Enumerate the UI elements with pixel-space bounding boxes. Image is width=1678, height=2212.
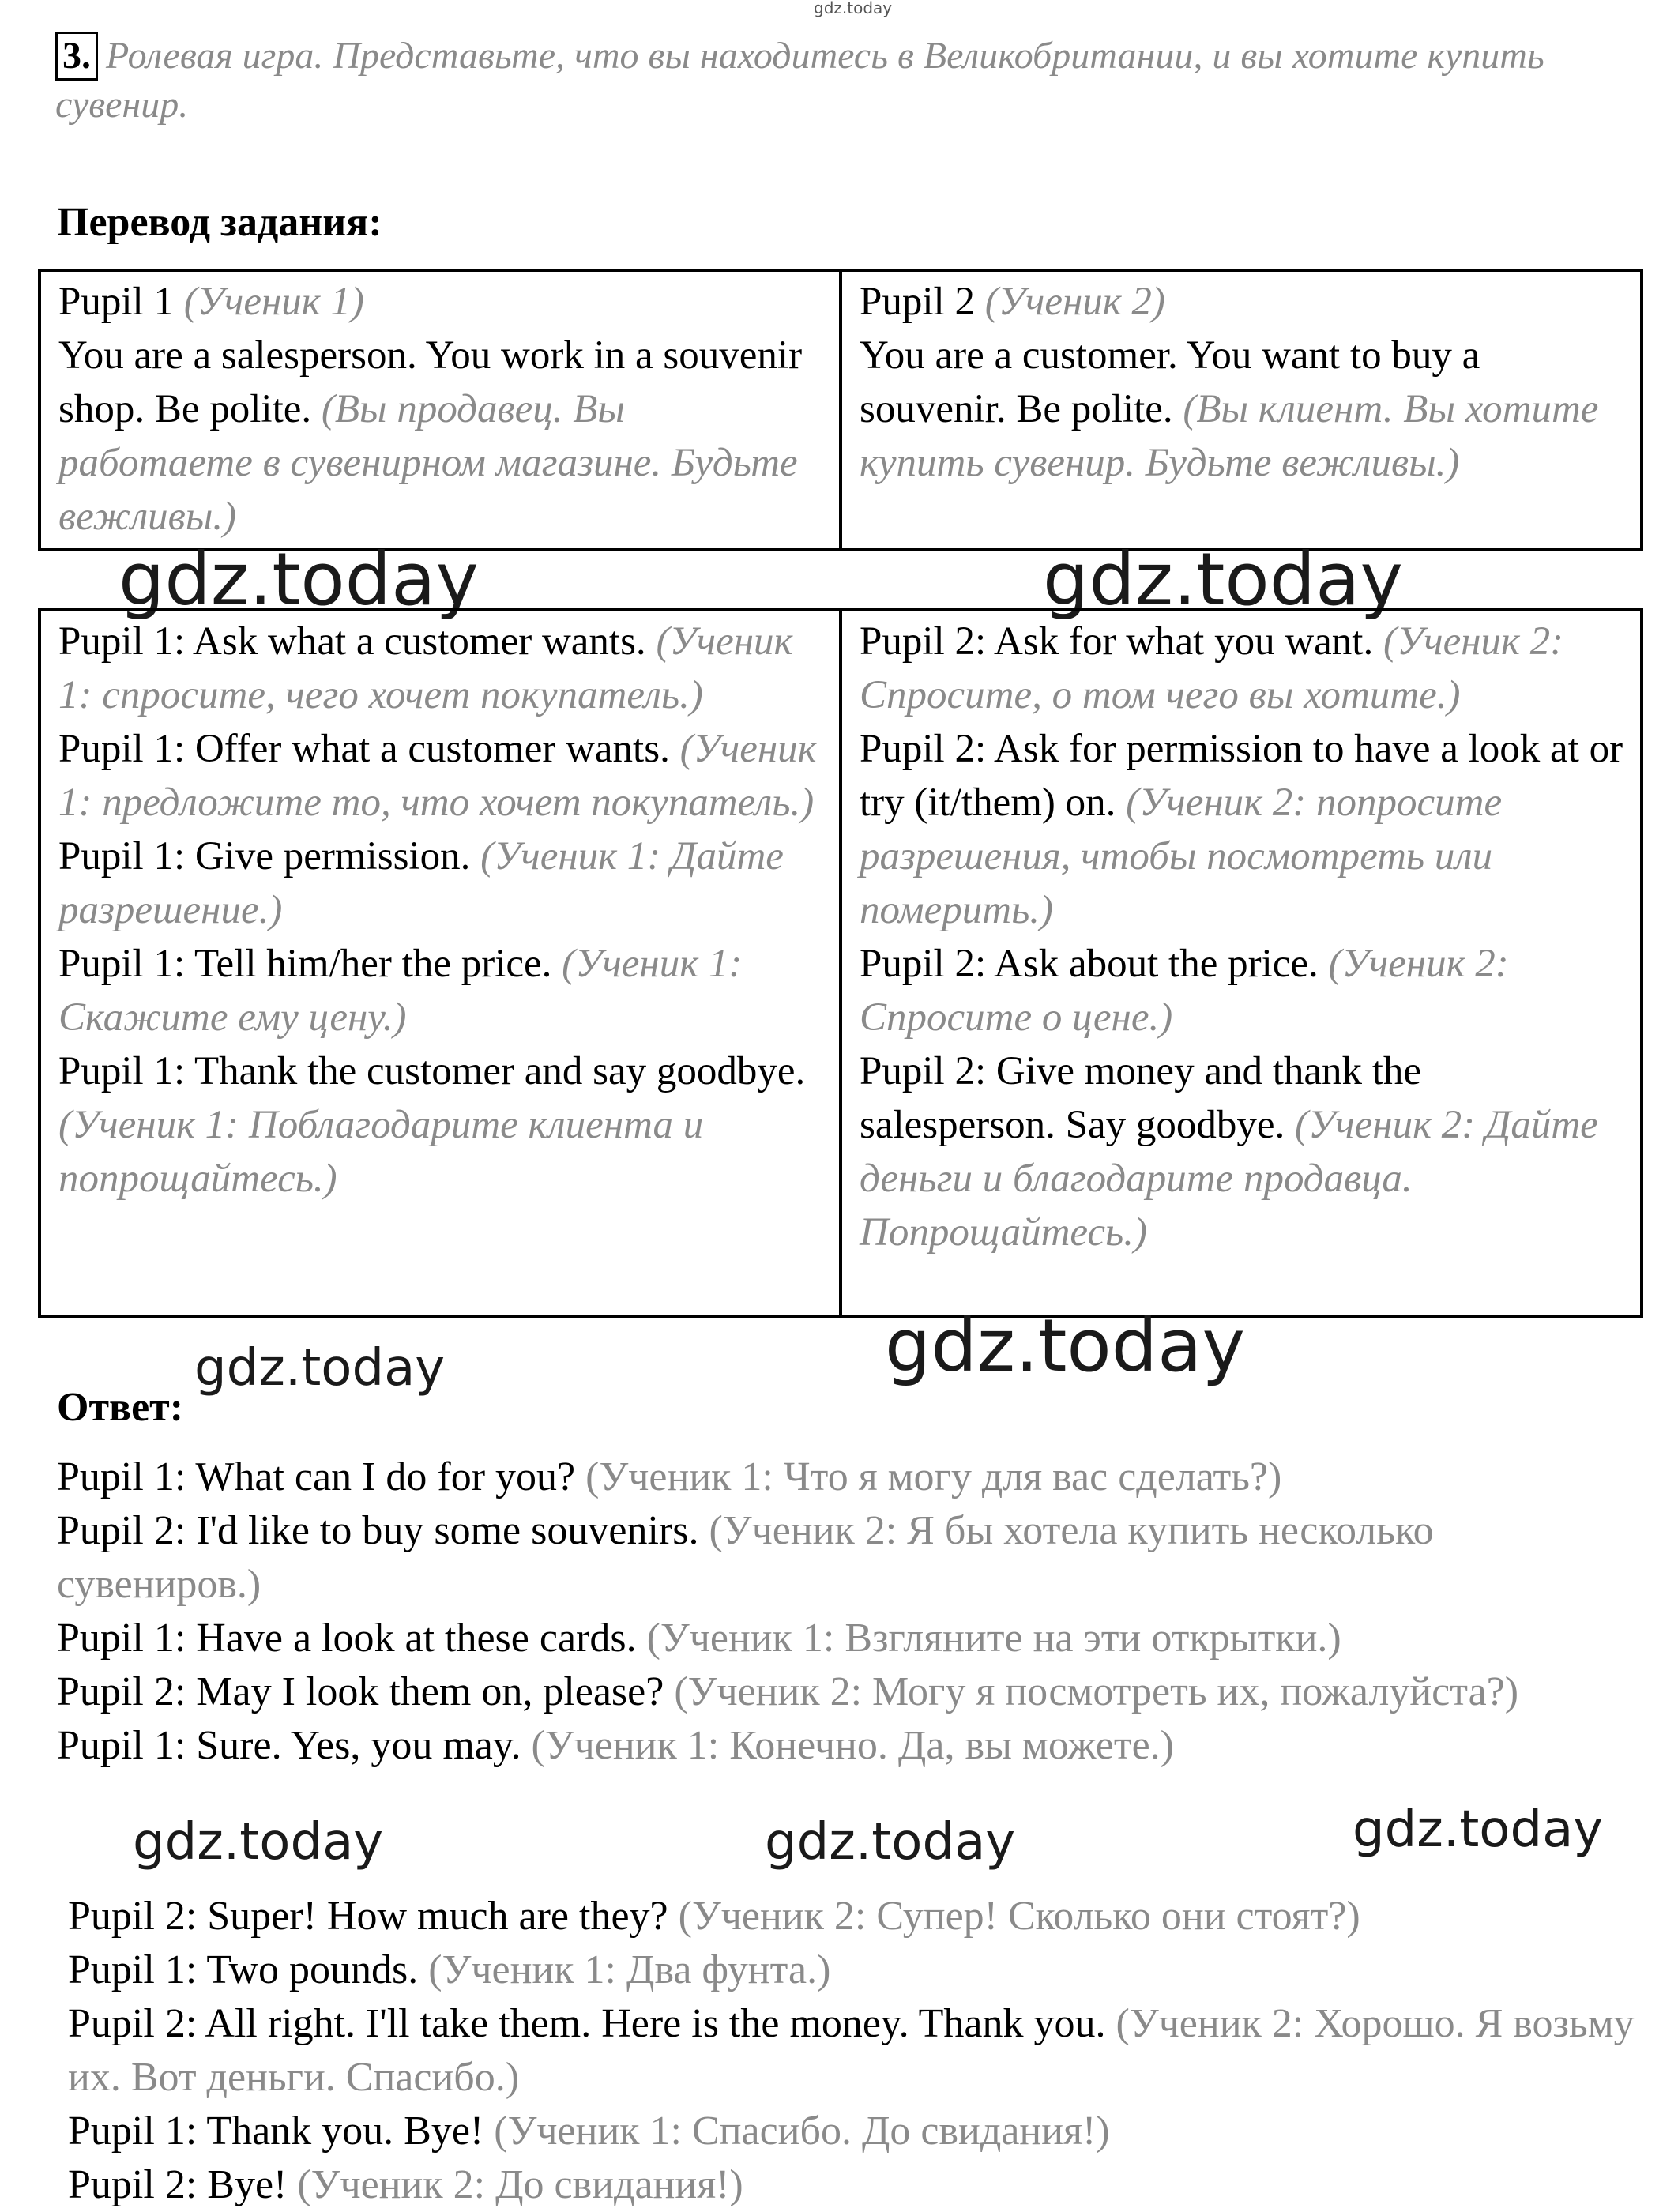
task-item: Pupil 2: Ask for permission to have a look at or try (it/them) on. (Ученик 2: попросите разрешения, чтобы посмотреть или померить.) — [860, 727, 1623, 932]
task-item: Pupil 1: Offer what a customer wants. (Ученик 1: предложите то, что хочет покупатель.) — [58, 727, 817, 825]
watermark: gdz.today — [133, 1813, 384, 1872]
task-item: Pupil 2: Give money and thank the salesperson. Say goodbye. (Ученик 2: Дайте деньги и благодарите продавца. Попрощайтесь.) — [860, 1049, 1598, 1255]
watermark-top: gdz.today — [814, 0, 893, 17]
dialogue-line: Pupil 2: Bye! (Ученик 2: До свидания!) — [68, 2162, 743, 2207]
watermark: gdz.today — [194, 1339, 446, 1398]
task-statement — [55, 32, 1580, 130]
answer-heading: Ответ: — [57, 1385, 184, 1430]
task-item: Pupil 1: Give permission. (Ученик 1: Дайте разрешение.) — [58, 834, 784, 932]
translation-heading: Перевод задания: — [57, 200, 382, 245]
watermark: gdz.today — [765, 1813, 1016, 1872]
dialogue-line: Pupil 1: Two pounds. (Ученик 1: Два фунта.) — [68, 1947, 831, 1992]
dialogue-line: Pupil 1: What can I do for you? (Ученик 1: Что я могу для вас сделать?) — [57, 1454, 1282, 1499]
task-item: Pupil 1: Thank the customer and say goodbye. (Ученик 1: Поблагодарите клиента и попрощайтесь.) — [58, 1049, 806, 1201]
dialogue-line: Pupil 1: Have a look at these cards. (Ученик 1: Взгляните на эти открытки.) — [57, 1616, 1341, 1661]
task-item: Pupil 2: Ask for what you want. (Ученик 2: Спросите, о том чего вы хотите.) — [860, 619, 1564, 717]
role-title: Pupil 2 — [860, 280, 975, 324]
role-text-ru: (Вы клиент. Вы хотите купить сувенир. Будьте вежливы.) — [860, 387, 1599, 485]
task-number: 3. — [55, 32, 98, 81]
roles-table — [38, 269, 1643, 551]
dialogue-line: Pupil 2: May I look them on, please? (Ученик 2: Могу я посмотреть их, пожалуйста?) — [57, 1669, 1519, 1714]
dialogue — [57, 1450, 1637, 1773]
role-text: You are a salesperson. You work in a souvenir shop. Be polite. — [58, 333, 803, 431]
watermark: gdz.today — [1043, 537, 1403, 622]
task-item: Pupil 2: Ask about the price. (Ученик 2: Спросите о цене.) — [860, 942, 1509, 1040]
dialogue-line: Pupil 2: Super! How much are they? (Ученик 2: Супер! Сколько они стоят?) — [68, 1894, 1360, 1939]
dialogue-line: Pupil 1: Thank you. Bye! (Ученик 1: Спасибо. До свидания!) — [68, 2109, 1110, 2154]
task-text: Ролевая игра. Представьте, что вы находитесь в Великобритании, и вы хотите купить сувенир. — [55, 35, 1544, 126]
role-title: Pupil 1 — [58, 280, 174, 324]
role-cell-pupil1 — [40, 270, 841, 550]
dialogue-line: Pupil 2: I'd like to buy some souvenirs. (Ученик 2: Я бы хотела купить несколько сувениров.) — [57, 1508, 1434, 1607]
dialogue-line: Pupil 1: Sure. Yes, you may. (Ученик 1: Конечно. Да, вы можете.) — [57, 1723, 1174, 1768]
tasks-cell-pupil1 — [40, 610, 841, 1316]
watermark: gdz.today — [1353, 1800, 1604, 1859]
watermark: gdz.today — [119, 537, 479, 622]
role-cell-pupil2 — [841, 270, 1642, 550]
dialogue-line: Pupil 2: All right. I'll take them. Here is the money. Thank you. (Ученик 2: Хорошо. Я возьму их. Вот деньги. Спасибо.) — [68, 2001, 1635, 2100]
task-item: Pupil 1: Tell him/her the price. (Ученик 1: Скажите ему цену.) — [58, 942, 743, 1040]
role-text: You are a customer. You want to buy a souvenir. Be polite. — [860, 333, 1480, 431]
tasks-table — [38, 608, 1643, 1318]
tasks-cell-pupil2 — [841, 610, 1642, 1316]
dialogue-continued — [68, 1890, 1640, 2212]
role-title-ru: (Ученик 1) — [183, 280, 364, 324]
watermark: gdz.today — [885, 1304, 1245, 1388]
role-text-ru: (Вы продавец. Вы работаете в сувенирном магазине. Будьте вежливы.) — [58, 387, 798, 539]
role-title-ru: (Ученик 2) — [984, 280, 1165, 324]
task-item: Pupil 1: Ask what a customer wants. (Ученик 1: спросите, чего хочет покупатель.) — [58, 619, 793, 717]
